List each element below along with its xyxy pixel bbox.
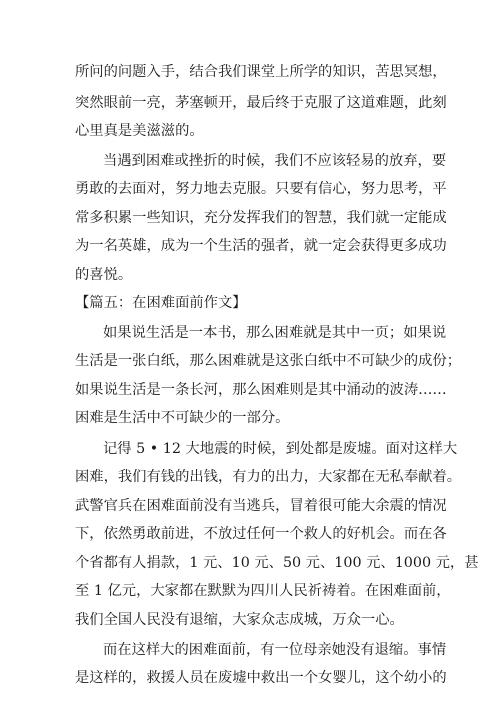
text-line: 而在这样大的困难面前，有一位母亲她没有退缩。事情 (103, 642, 447, 658)
text-line: 的喜悦。 (75, 267, 133, 283)
text-line: 困难是生活中不可缺少的一部分。 (75, 410, 290, 426)
text-line: 武警官兵在困难面前没有当逃兵，冒着很可能大余震的情况 (75, 498, 447, 514)
text-line: 心里真是美滋滋的。 (75, 123, 204, 139)
text-line: 是这样的，救援人员在废墟中救出一个女婴儿，这个幼小的 (75, 670, 447, 686)
text-line: 下，依然勇敢前进，不放过任何一个救人的好机会。而在各 (75, 526, 447, 542)
text-line: 常多积累一些知识，充分发挥我们的智慧，我们就一定能成 (75, 210, 447, 226)
text-line: 当遇到困难或挫折的时候，我们不应该轻易的放弃，要 (103, 153, 447, 169)
text-line: 如果说生活是一本书，那么困难就是其中一页；如果说 (103, 325, 447, 341)
text-line: 记得 5 • 12 大地震的时候，到处都是废墟。面对这样大 (103, 441, 458, 457)
text-line: 为一名英雄，成为一个生活的强者，就一定会获得更多成功 (75, 238, 447, 254)
text-line: 我们全国人民没有退缩，大家众志成城，万众一心。 (75, 612, 404, 628)
text-line: 困难，我们有钱的出钱，有力的出力，大家都在无私奉献着。 (75, 469, 462, 485)
text-line: 所问的问题入手，结合我们课堂上所学的知识，苦思冥想， (75, 64, 447, 80)
text-line: 勇敢的去面对，努力地去克服。只要有信心，努力思考，平 (75, 181, 447, 197)
text-line: 突然眼前一亮，茅塞顿开，最后终于克服了这道难题，此刻 (75, 95, 447, 111)
section-heading: 【篇五：在困难面前作文】 (75, 295, 247, 311)
text-line: 生活是一张白纸，那么困难就是这张白纸中不可缺少的成份； (75, 353, 462, 369)
text-line: 个省都有人捐款，1 元、10 元、50 元、100 元、1000 元，甚 (75, 555, 479, 571)
text-line: 至 1 亿元，大家都在默默为四川人民祈祷着。在困难面前， (75, 583, 451, 599)
text-line: 如果说生活是一条长河，那么困难则是其中涌动的波涛…… (75, 382, 447, 398)
